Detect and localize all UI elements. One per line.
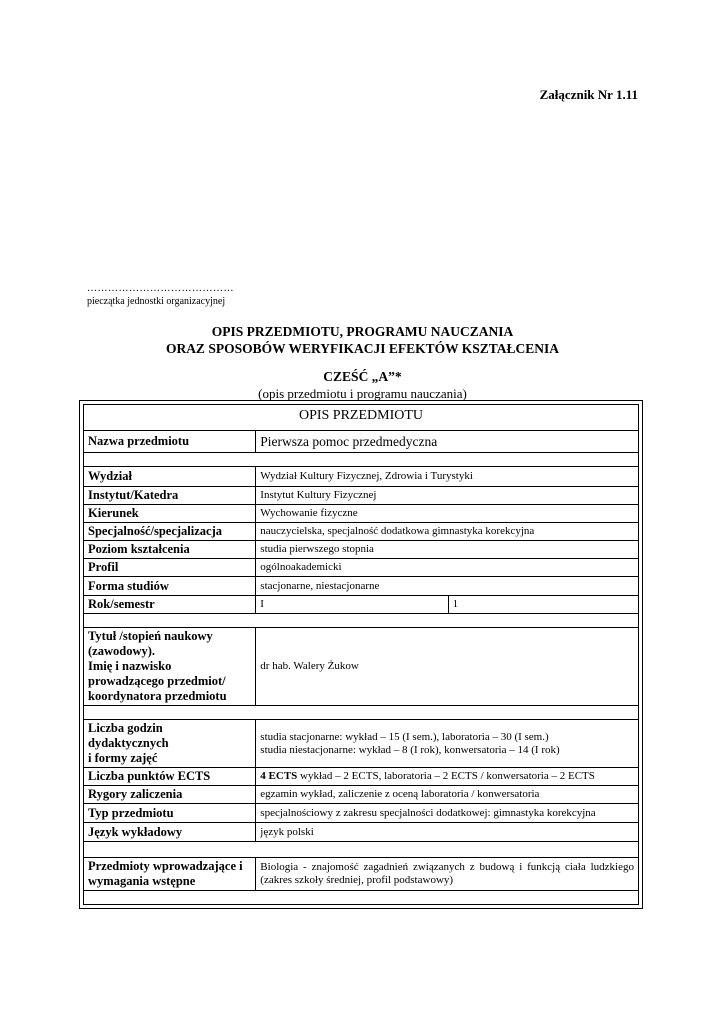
- institute-label: Instytut/Katedra: [84, 487, 256, 505]
- specialty-value: nauczycielska, specjalność dodatkowa gimnastyka korekcyjna: [256, 523, 639, 541]
- spacer-row: [84, 614, 639, 628]
- form-header: OPIS PRZEDMIOTU: [84, 405, 639, 431]
- stamp-label: pieczątka jednostki organizacyjnej: [87, 296, 226, 307]
- lecturer-label-line-1: Tytuł /stopień naukowy: [88, 629, 213, 643]
- lecturer-label-line-4: prowadzącego przedmiot/: [88, 674, 226, 688]
- prerequisites-label-line-1: Przedmioty wprowadzające i: [88, 859, 243, 873]
- prerequisites-value: Biologia - znajomość zagadnień związanych z budową i funkcją ciała ludzkiego (zakres szkoły średniej, profil podstawowy): [256, 858, 639, 891]
- course-type-value: specjalnościowy z zakresu specjalności dodatkowej: gimnastyka korekcyjna: [256, 804, 639, 823]
- document-title: [0, 323, 725, 357]
- lecturer-label-line-3: Imię i nazwisko: [88, 659, 172, 673]
- profile-label: Profil: [84, 559, 256, 577]
- prerequisites-label: [84, 858, 256, 891]
- course-description-form: [79, 400, 643, 909]
- hours-label-line-1: Liczba godzin: [88, 721, 163, 735]
- spacer-row: [84, 891, 639, 905]
- hours-label: [84, 720, 256, 768]
- document-title-line-2: ORAZ SPOSOBÓW WERYFIKACJI EFEKTÓW KSZTAŁCENIA: [165, 341, 560, 356]
- hours-label-line-3: i formy zajęć: [88, 751, 158, 765]
- year-semester-label: Rok/semestr: [84, 596, 256, 614]
- specialty-label: Specjalność/specjalizacja: [84, 523, 256, 541]
- part-title: CZEŚĆ „A”*: [323, 369, 402, 384]
- ects-value: [256, 768, 639, 786]
- study-mode-label: Forma studiów: [84, 577, 256, 596]
- document-title-line-1: OPIS PRZEDMIOTU, PROGRAMU NAUCZANIA: [211, 324, 514, 339]
- ects-total: 4 ECTS: [260, 770, 298, 782]
- language-label: Język wykładowy: [84, 823, 256, 842]
- level-value: studia pierwszego stopnia: [256, 541, 639, 559]
- spacer-row: [84, 842, 639, 858]
- prerequisites-label-line-2: wymagania wstępne: [88, 874, 196, 888]
- profile-value: ogólnoakademicki: [256, 559, 639, 577]
- stamp-dotted-line: ……………………………………: [87, 283, 234, 294]
- spacer-row: [84, 453, 639, 467]
- rigor-label: Rygory zaliczenia: [84, 786, 256, 804]
- institute-value: Instytut Kultury Fizycznej: [256, 487, 639, 505]
- hours-full-time: studia stacjonarne: wykład – 15 (I sem.), laboratoria – 30 (I sem.): [260, 730, 549, 743]
- year-value: I: [256, 596, 448, 614]
- course-type-label: Typ przedmiotu: [84, 804, 256, 823]
- course-description-table: [83, 404, 639, 905]
- part-subtitle: (opis przedmiotu i programu nauczania): [258, 386, 467, 401]
- study-mode-value: stacjonarne, niestacjonarne: [256, 577, 639, 596]
- faculty-value: Wydział Kultury Fizycznej, Zdrowia i Turystyki: [256, 467, 639, 487]
- rigor-value: egzamin wykład, zaliczenie z oceną laboratoria / konwersatoria: [256, 786, 639, 804]
- hours-part-time: studia niestacjonarne: wykład – 8 (I rok), konwersatoria – 14 (I rok): [260, 743, 560, 756]
- annex-number: Załącznik Nr 1.11: [539, 87, 638, 102]
- lecturer-label: [84, 628, 256, 706]
- course-name-value: Pierwsza pomoc przedmedyczna: [256, 431, 639, 453]
- course-name-label: Nazwa przedmiotu: [84, 431, 256, 453]
- ects-detail: wykład – 2 ECTS, laboratoria – 2 ECTS / konwersatoria – 2 ECTS: [297, 770, 595, 782]
- level-label: Poziom kształcenia: [84, 541, 256, 559]
- hours-label-line-2: dydaktycznych: [88, 736, 169, 750]
- semester-value: 1: [448, 596, 638, 614]
- spacer-row: [84, 706, 639, 720]
- ects-label: Liczba punktów ECTS: [84, 768, 256, 786]
- lecturer-label-line-5: koordynatora przedmiotu: [88, 689, 227, 703]
- faculty-label: Wydział: [84, 467, 256, 487]
- lecturer-value: dr hab. Walery Żukow: [256, 628, 639, 706]
- field-label: Kierunek: [84, 505, 256, 523]
- language-value: język polski: [256, 823, 639, 842]
- field-value: Wychowanie fizyczne: [256, 505, 639, 523]
- hours-value: [256, 720, 639, 768]
- lecturer-label-line-2: (zawodowy).: [88, 644, 156, 658]
